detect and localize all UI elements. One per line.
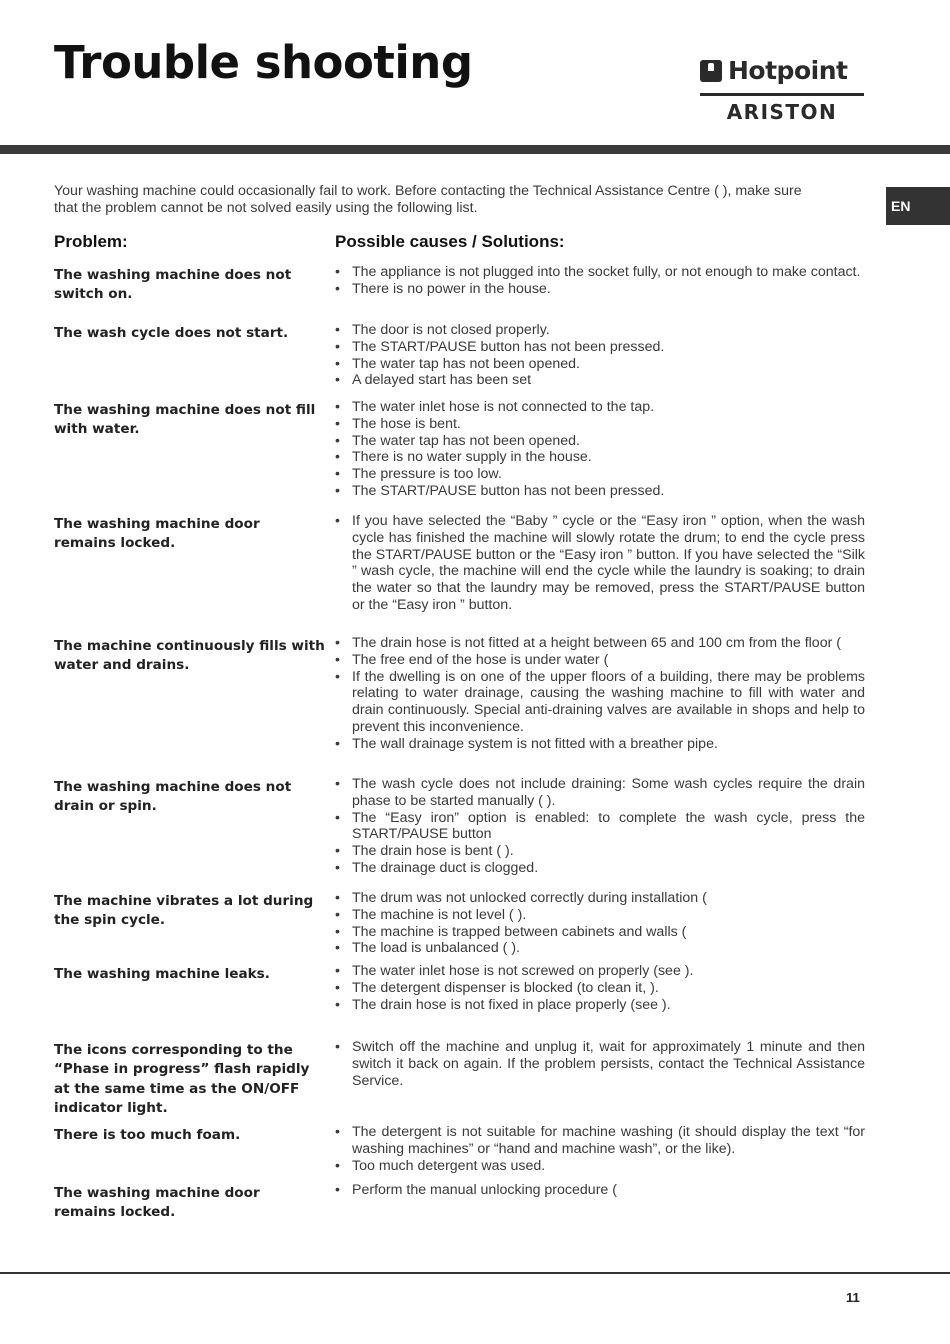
cause-item: • The water inlet hose is not screwed on properly (see ). — [335, 963, 865, 980]
cause-item: • The free end of the hose is under water ( — [335, 652, 865, 669]
cause-item: • The wall drainage system is not fitted with a breather pipe. — [335, 736, 865, 753]
problem-text: The washing machine does not fill with water. — [54, 402, 316, 438]
problem-text: The washing machine does not drain or spin. — [54, 779, 292, 815]
cause-item: • The machine is trapped between cabinets and walls ( — [335, 924, 865, 941]
causes-list — [335, 513, 865, 614]
cause-item: • The drain hose is bent ( ). — [335, 843, 865, 860]
cause-item: • There is no power in the house. — [335, 281, 865, 298]
problem-text: The machine vibrates a lot during the spin cycle. — [54, 893, 314, 929]
brand-sub: ARISTON — [726, 100, 838, 124]
problem-text: The washing machine door remains locked. — [54, 1185, 260, 1221]
cause-item: • The appliance is not plugged into the socket fully, or not enough to make contact. — [335, 264, 865, 281]
problem-text: There is too much foam. — [54, 1127, 241, 1143]
page-number: 11 — [846, 1290, 860, 1305]
cause-item: • A delayed start has been set — [335, 372, 865, 389]
cause-item: • There is no water supply in the house. — [335, 449, 865, 466]
cause-item: • The detergent dispenser is blocked (to clean it, ). — [335, 980, 865, 997]
cause-item: • Perform the manual unlocking procedure ( — [335, 1182, 865, 1199]
brand-name: Hotpoint — [728, 56, 848, 85]
cause-item: • If the dwelling is on one of the upper floors of a building, there may be problems relating to water drainage, causing the washing machine to fill with water and drain continuously. Special anti-draining valves are available in shops and help to prevent this inconvenience. — [335, 669, 865, 736]
causes-list — [335, 264, 865, 298]
cause-item: • The drain hose is not fitted at a height between 65 and 100 cm from the floor ( — [335, 635, 865, 652]
problem-text: The washing machine leaks. — [54, 966, 270, 982]
problem-text: The washing machine door remains locked. — [54, 516, 260, 552]
causes-column-header: Possible causes / Solutions: — [335, 232, 565, 251]
cause-item: • The pressure is too low. — [335, 466, 865, 483]
intro-text: Your washing machine could occasionally fail to work. Before contacting the Technical Assistance Centre ( ), make sure that the problem cannot be not solved easily using the following list. — [54, 183, 802, 216]
cause-item: • The detergent is not suitable for machine washing (it should display the text “for washing machines” or “hand and machine wash”, or the like). — [335, 1124, 865, 1158]
cause-item: • The START/PAUSE button has not been pressed. — [335, 339, 865, 356]
cause-item: • The drum was not unlocked correctly during installation ( — [335, 890, 865, 907]
cause-item: • The water tap has not been opened. — [335, 356, 865, 373]
cause-item: • The drain hose is not fixed in place properly (see ). — [335, 997, 865, 1014]
cause-item: • The wash cycle does not include draining: Some wash cycles require the drain phase to be started manually ( ). — [335, 776, 865, 810]
header-divider — [0, 145, 950, 154]
cause-item: • The door is not closed properly. — [335, 322, 865, 339]
cause-item: • Switch off the machine and unplug it, wait for approximately 1 minute and then switch it back on again. If the problem persists, contact the Technical Assistance Service. — [335, 1039, 865, 1089]
cause-item: • The water inlet hose is not connected to the tap. — [335, 399, 865, 416]
cause-item: • If you have selected the “Baby ” cycle or the “Easy iron ” option, when the wash cycle has finished the machine will slowly rotate the drum; to end the cycle press the START/PAUSE button or the “Easy iron ” button. If you have selected the “Silk ” wash cycle, the machine will end the cycle while the laundry is soaking; to drain the water so that the laundry may be removed, press the START/PAUSE button or the “Easy iron ” button. — [335, 513, 865, 614]
cause-item: • The “Easy iron” option is enabled: to complete the wash cycle, press the START/PAUSE button — [335, 810, 865, 844]
brand-logo — [700, 56, 864, 126]
problem-text: The wash cycle does not start. — [54, 325, 289, 341]
problem-text: The washing machine does not switch on. — [54, 267, 292, 303]
hotpoint-logo-icon — [700, 60, 722, 82]
causes-list — [335, 399, 865, 500]
brand-rule — [700, 93, 864, 96]
footer-divider — [0, 1272, 950, 1274]
causes-list — [335, 963, 865, 1013]
cause-item: • The hose is bent. — [335, 416, 865, 433]
problem-text: The machine continuously fills with water and drains. — [54, 638, 325, 674]
causes-list — [335, 1182, 865, 1199]
causes-list — [335, 776, 865, 877]
causes-list — [335, 890, 865, 957]
language-tab: EN — [886, 187, 950, 225]
cause-item: • The drainage duct is clogged. — [335, 860, 865, 877]
problem-column-header: Problem: — [54, 232, 128, 251]
cause-item: • The machine is not level ( ). — [335, 907, 865, 924]
cause-item: • Too much detergent was used. — [335, 1158, 865, 1175]
cause-item: • The load is unbalanced ( ). — [335, 940, 865, 957]
page-title: Trouble shooting — [54, 36, 473, 89]
causes-list — [335, 1039, 865, 1089]
causes-list — [335, 1124, 865, 1174]
cause-item: • The START/PAUSE button has not been pressed. — [335, 483, 865, 500]
causes-list — [335, 635, 865, 753]
problem-text: The icons corresponding to the “Phase in progress” flash rapidly at the same time as the ON/OFF indicator light. — [54, 1042, 310, 1117]
causes-list — [335, 322, 865, 389]
cause-item: • The water tap has not been opened. — [335, 433, 865, 450]
